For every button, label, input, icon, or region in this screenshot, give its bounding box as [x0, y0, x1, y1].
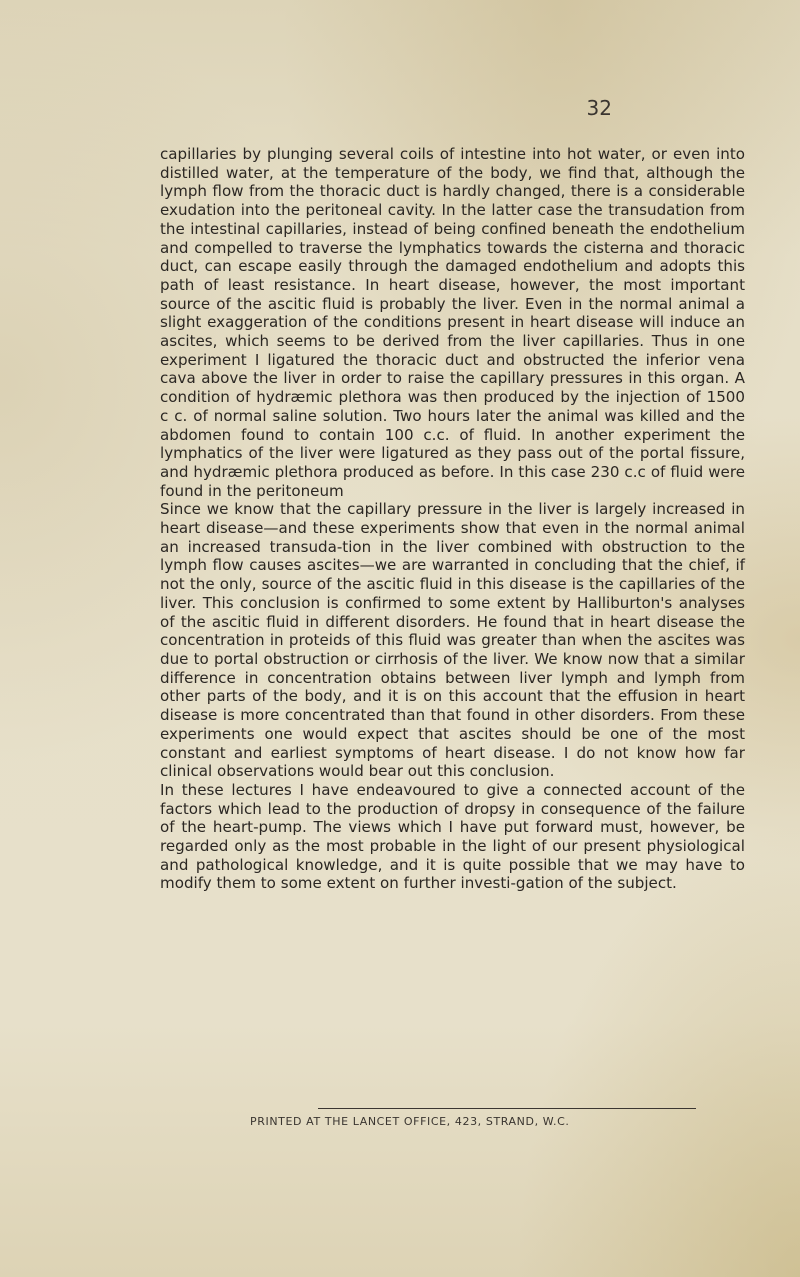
- page-number: 32: [586, 96, 612, 120]
- printer-imprint: PRINTED AT THE LANCET OFFICE, 423, STRAND, W.C.: [250, 1115, 570, 1128]
- footer-rule: [318, 1108, 696, 1109]
- paragraph-2: Since we know that the capillary pressure in the liver is largely increased in heart disease—and these experiments show that even in the normal animal an increased transuda-tion in the liver combined with obstruction to the lymph flow causes ascites—we are warranted in concluding that the chief, if not the only, source of the ascitic fluid in this disease is the capillaries of the liver. This conclusion is confirmed to some extent by Halliburton's analyses of the ascitic fluid in different disorders. He found that in heart disease the concentration in proteids of this fluid was greater than when the ascites was due to portal obstruction or cirrhosis of the liver. We know now that a similar difference in concentration obtains between liver lymph and lymph from other parts of the body, and it is on this account that the effusion in heart disease is more concentrated than that found in other disorders. From these experiments one would expect that ascites should be one of the most constant and earliest symptoms of heart disease. I do not know how far clinical observations would bear out this conclusion.: [160, 500, 745, 781]
- paragraph-1: capillaries by plunging several coils of intestine into hot water, or even into distilled water, at the temperature of the body, we find that, although the lymph flow from the thoracic duct is hardly changed, there is a considerable exudation into the peritoneal cavity. In the latter case the transudation from the intestinal capillaries, instead of being confined beneath the endothelium and compelled to traverse the lymphatics towards the cisterna and thoracic duct, can escape easily through the damaged endothelium and adopts this path of least resistance. In heart disease, however, the most important source of the ascitic fluid is probably the liver. Even in the normal animal a slight exaggeration of the conditions present in heart disease will induce an ascites, which seems to be derived from the liver capillaries. Thus in one experiment I ligatured the thoracic duct and obstructed the inferior vena cava above the liver in order to raise the capillary pressures in this organ. A condition of hydræmic plethora was then produced by the injection of 1500 c c. of normal saline solution. Two hours later the animal was killed and the abdomen found to contain 100 c.c. of fluid. In another experiment the lymphatics of the liver were ligatured as they pass out of the portal fissure, and hydræmic plethora produced as before. In this case 230 c.c of fluid were found in the peritoneum: [160, 145, 745, 500]
- paragraph-3: In these lectures I have endeavoured to give a connected account of the factors which lead to the production of dropsy in consequence of the failure of the heart-pump. The views which I have put forward must, however, be regarded only as the most probable in the light of our present physiological and pathological knowledge, and it is quite possible that we may have to modify them to some extent on further investi-gation of the subject.: [160, 780, 745, 893]
- body-text: [160, 145, 745, 893]
